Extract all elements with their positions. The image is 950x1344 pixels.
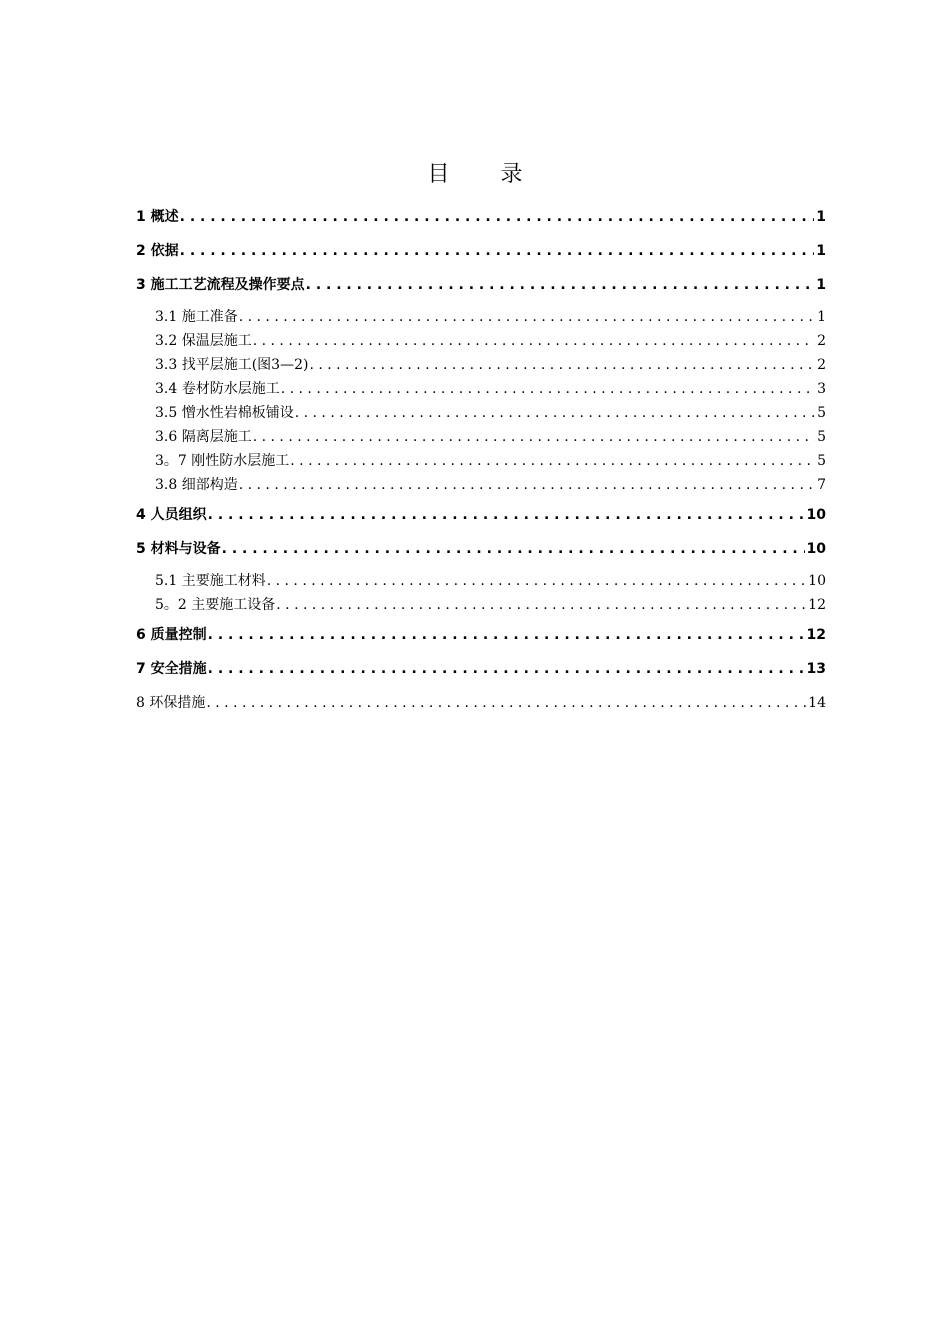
toc-entry-page: 12 — [806, 627, 826, 643]
toc-entry-label: 1 概述 — [136, 209, 179, 225]
toc-entry-label: 7 安全措施 — [136, 661, 207, 677]
toc-entry-page: 1 — [816, 209, 826, 225]
dot-leader — [239, 305, 815, 329]
toc-entry-7[interactable] — [136, 655, 826, 689]
toc-entry-label: 3.2 保温层施工 — [155, 333, 252, 349]
dot-leader — [180, 203, 815, 231]
toc-entry-label: 3.3 找平层施工(图3—2) — [155, 357, 309, 373]
toc-entry-8[interactable] — [136, 689, 826, 723]
toc-entry-page: 5 — [817, 453, 826, 469]
toc-entry-5[interactable] — [136, 535, 826, 569]
toc-entry-label: 3.5 憎水性岩棉板铺设 — [155, 405, 294, 421]
toc-entry-3-8[interactable] — [136, 473, 826, 497]
toc-entry-label: 5.1 主要施工材料 — [155, 573, 266, 589]
toc-entry-3-7[interactable] — [136, 449, 826, 473]
toc-entry-label: 2 依据 — [136, 243, 179, 259]
toc-entry-page: 10 — [808, 573, 826, 589]
toc-entry-label: 3.8 细部构造 — [155, 477, 238, 493]
toc-entry-page: 1 — [816, 243, 826, 259]
dot-leader — [306, 271, 815, 299]
toc-entry-3-5[interactable] — [136, 401, 826, 425]
toc-entry-3-6[interactable] — [136, 425, 826, 449]
dot-leader — [253, 425, 815, 449]
toc-entry-page: 1 — [816, 277, 826, 293]
toc-entry-page: 12 — [808, 597, 826, 613]
dot-leader — [239, 473, 815, 497]
toc-entry-page: 2 — [817, 333, 826, 349]
toc-entry-label: 5。2 主要施工设备 — [155, 597, 276, 613]
toc-entry-3-3[interactable] — [136, 353, 826, 377]
toc-entry-5-1[interactable] — [136, 569, 826, 593]
toc-entry-page: 2 — [817, 357, 826, 373]
dot-leader — [276, 593, 806, 617]
dot-leader — [208, 621, 805, 649]
dot-leader — [253, 329, 815, 353]
dot-leader — [208, 501, 805, 529]
dot-leader — [222, 535, 805, 563]
dot-leader — [295, 401, 815, 425]
page-title: 目 录 — [427, 162, 545, 187]
dot-leader — [206, 689, 806, 717]
toc-entry-5-2[interactable] — [136, 593, 826, 617]
toc-entry-label: 8 环保措施 — [136, 695, 206, 711]
toc-entry-page: 14 — [808, 695, 826, 711]
toc-entry-label: 6 质量控制 — [136, 627, 207, 643]
toc-entry-page: 5 — [817, 429, 826, 445]
toc-entry-label: 3 施工工艺流程及操作要点 — [136, 277, 305, 293]
toc-entry-page: 13 — [806, 661, 826, 677]
toc-entry-page: 10 — [806, 541, 826, 557]
toc-entry-3[interactable] — [136, 271, 826, 305]
toc-entry-page: 10 — [806, 507, 826, 523]
toc-entry-page: 3 — [817, 381, 826, 397]
table-of-contents — [136, 203, 826, 723]
dot-leader — [180, 237, 815, 265]
toc-entry-6[interactable] — [136, 621, 826, 655]
dot-leader — [281, 377, 815, 401]
toc-entry-2[interactable] — [136, 237, 826, 271]
toc-entry-label: 4 人员组织 — [136, 507, 207, 523]
dot-leader — [267, 569, 806, 593]
toc-entry-1[interactable] — [136, 203, 826, 237]
toc-entry-label: 3。7 刚性防水层施工 — [155, 453, 290, 469]
toc-entry-label: 5 材料与设备 — [136, 541, 221, 557]
toc-entry-page: 1 — [817, 309, 826, 325]
toc-entry-3-2[interactable] — [136, 329, 826, 353]
toc-entry-label: 3.6 隔离层施工 — [155, 429, 252, 445]
toc-entry-page: 7 — [817, 477, 826, 493]
toc-entry-label: 3.1 施工准备 — [155, 309, 238, 325]
toc-entry-3-4[interactable] — [136, 377, 826, 401]
toc-entry-3-1[interactable] — [136, 305, 826, 329]
dot-leader — [208, 655, 805, 683]
toc-entry-page: 5 — [817, 405, 826, 421]
dot-leader — [309, 353, 815, 377]
dot-leader — [290, 449, 815, 473]
toc-entry-label: 3.4 卷材防水层施工 — [155, 381, 280, 397]
toc-entry-4[interactable] — [136, 501, 826, 535]
